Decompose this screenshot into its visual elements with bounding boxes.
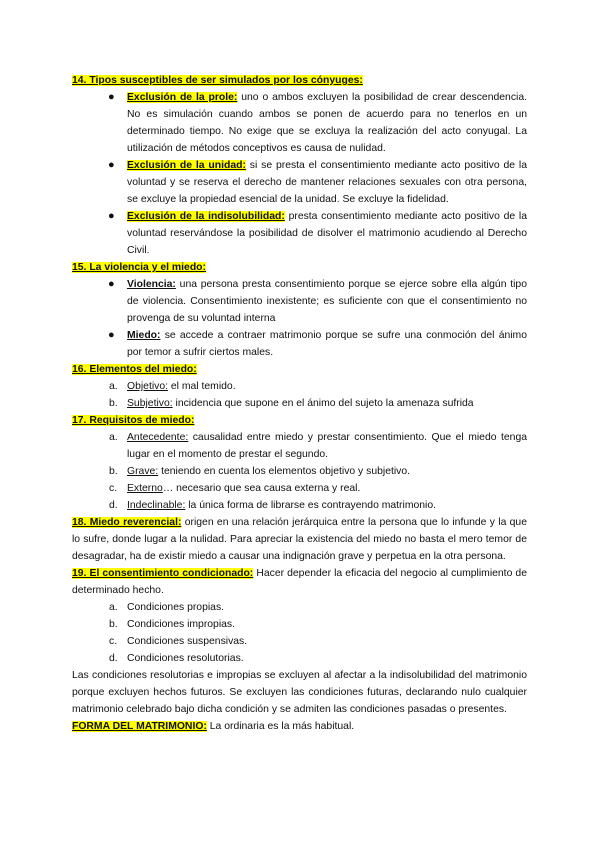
list-item: a. Antecedente: causalidad entre miedo y prestar consentimiento. Que el miedo tenga lugar en el momento de prestar el segundo. — [109, 432, 527, 460]
bullet-icon: ● — [108, 210, 115, 222]
heading-17: 17. Requisitos de miedo: — [72, 415, 195, 426]
list-item: ● Violencia: una persona presta consentimiento porque se ejerce sobre ella algún tipo de violencia. Consentimiento inexistente; es suficiente con que el consentimiento no provenga de su voluntad interna — [108, 278, 527, 324]
list-item: ● Exclusión de la prole: uno o ambos excluyen la posibilidad de crear descendencia. No es simulación cuando ambos se ponen de acuerdo para no tenerlos en un determinado tiempo. No exige que se excluya la realización del acto conyugal. La utilización de métodos conceptivos es causa de nulidad. — [108, 91, 527, 154]
list-item: ● Miedo: se accede a contraer matrimonio porque se sufre una conmoción del ánimo por temor a sufrir ciertos males. — [108, 329, 527, 358]
paragraph-conditions: Las condiciones resolutorias e impropias se excluyen al afectar a la indisolubilidad del matrimonio porque excluyen hechos futuros. Se excluyen las condiciones futuras, declarando nulo cualquier matrimonio celebrado bajo dicha condición y se admiten las condiciones pasadas o presentes. — [72, 670, 527, 715]
list-item: b. Subjetivo: incidencia que supone en el ánimo del sujeto la amenaza sufrida — [109, 398, 474, 409]
list-item: ● Exclusión de la indisolubilidad: presta consentimiento mediante acto positivo de la voluntad reservándose la posibilidad de disolver el matrimonio acudiendo al Derecho Civil. — [108, 210, 527, 256]
list-item: d. Condiciones resolutorias. — [109, 653, 244, 664]
list-item: a. Objetivo: el mal temido. — [109, 381, 236, 392]
bullet-icon: ● — [108, 91, 115, 103]
bullet-icon: ● — [108, 329, 115, 341]
list-item: b. Condiciones impropias. — [109, 619, 236, 630]
paragraph-19: 19. El consentimiento condicionado: Hacer depender la eficacia del negocio al cumplimiento de determinado hecho. — [72, 568, 527, 596]
list-item: c. Condiciones suspensivas. — [109, 636, 248, 647]
document-page — [72, 72, 527, 735]
list-item: d. Indeclinable: la única forma de librarse es contrayendo matrimonio. — [109, 500, 437, 511]
heading-16: 16. Elementos del miedo: — [72, 364, 197, 375]
list-item: c. Externo… necesario que sea causa externa y real. — [109, 483, 361, 494]
list-item: a. Condiciones propias. — [109, 602, 225, 613]
paragraph-18: 18. Miedo reverencial: origen en una relación jerárquica entre la persona que lo infunde y la que lo sufre, donde lugar a la nulidad. Para apreciar la existencia del miedo no basta el mero temor de desagradar, ha de existir miedo a causar una indignación grave y perpetua en la otra persona. — [72, 517, 527, 562]
list-item: b. Grave: teniendo en cuenta los elementos objetivo y subjetivo. — [109, 466, 411, 477]
bullet-icon: ● — [108, 159, 115, 171]
heading-14: 14. Tipos susceptibles de ser simulados por los cónyuges: — [72, 75, 363, 86]
list-item: ● Exclusión de la unidad: si se presta el consentimiento mediante acto positivo de la voluntad y se reserva el derecho de mantener relaciones sexuales con otra persona, se excluye la propiedad esencial de la unidad. Se excluye la fidelidad. — [108, 159, 527, 205]
bullet-icon: ● — [108, 278, 115, 290]
paragraph-forma: FORMA DEL MATRIMONIO: La ordinaria es la más habitual. — [72, 721, 355, 732]
heading-15: 15. La violencia y el miedo: — [72, 262, 206, 273]
